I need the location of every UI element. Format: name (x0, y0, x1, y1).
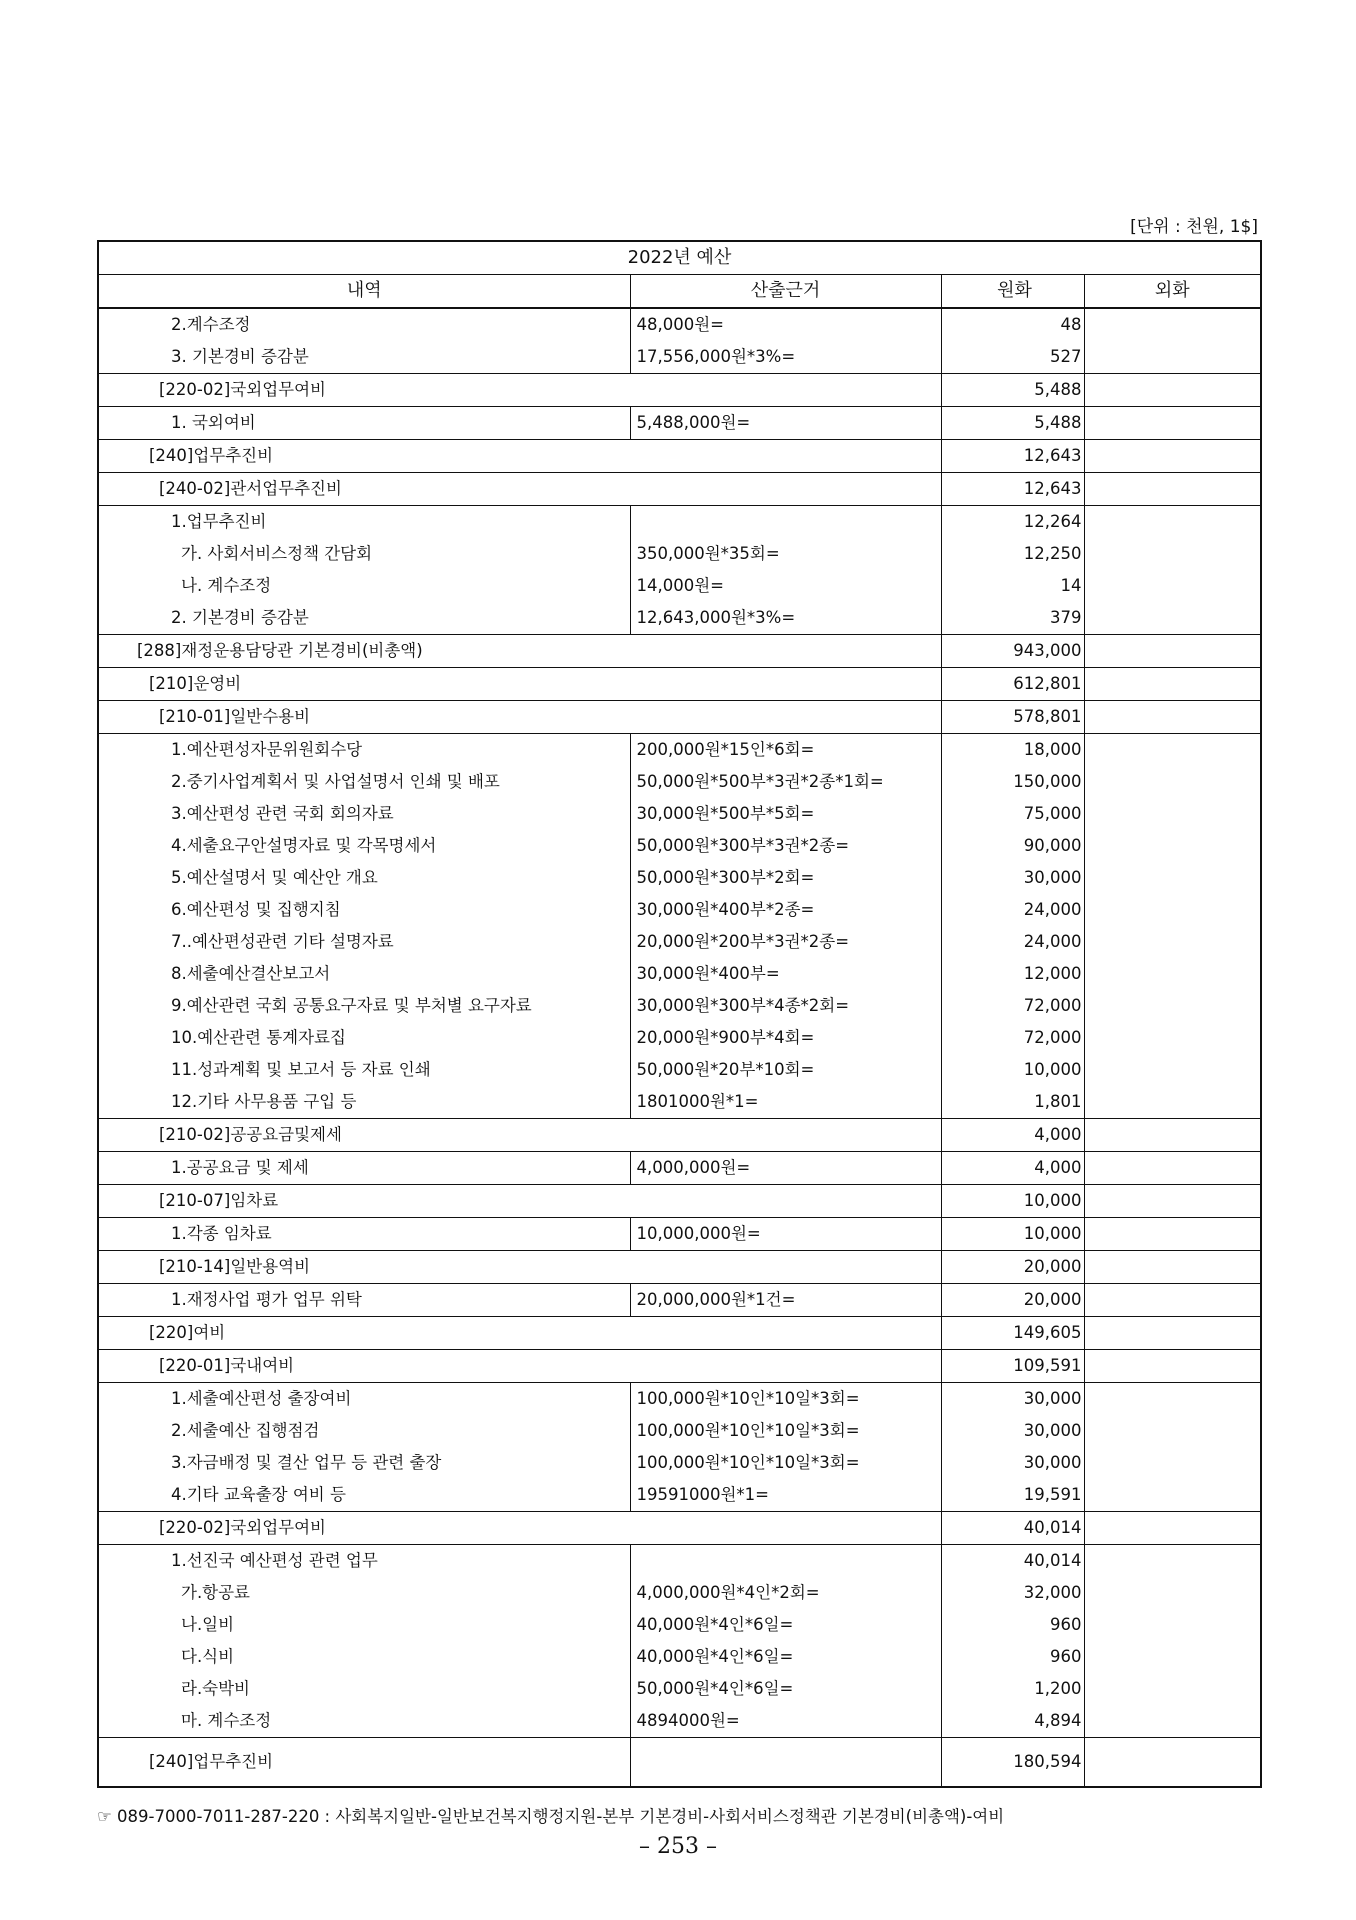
row-krw-amount: 18,000 (941, 734, 1084, 767)
row-description: [288]재정운용담당관 기본경비(비총액) (98, 635, 941, 668)
row-foreign-amount (1084, 1673, 1261, 1705)
table-row (98, 862, 1261, 894)
row-krw-amount: 12,643 (941, 440, 1084, 473)
row-foreign-amount (1084, 1022, 1261, 1054)
row-basis: 1801000원*1= (630, 1086, 941, 1119)
row-foreign-amount (1084, 830, 1261, 862)
row-krw-amount: 12,000 (941, 958, 1084, 990)
row-foreign-amount (1084, 766, 1261, 798)
table-row (98, 1152, 1261, 1185)
page-number: – 253 – (639, 1834, 717, 1859)
table-row (98, 1705, 1261, 1738)
table-row (98, 1383, 1261, 1416)
row-description: 2.계수조정 (98, 308, 630, 341)
row-foreign-amount (1084, 1251, 1261, 1284)
row-foreign-amount (1084, 1054, 1261, 1086)
row-description: 3.자금배정 및 결산 업무 등 관련 출장 (98, 1447, 630, 1479)
row-description: 1.세출예산편성 출장여비 (98, 1383, 630, 1416)
row-krw-amount: 10,000 (941, 1054, 1084, 1086)
row-basis: 20,000원*900부*4회= (630, 1022, 941, 1054)
row-krw-amount: 20,000 (941, 1251, 1084, 1284)
row-description: 3. 기본경비 증감분 (98, 341, 630, 374)
table-row (98, 1609, 1261, 1641)
table-row (98, 1415, 1261, 1447)
row-krw-amount: 30,000 (941, 1447, 1084, 1479)
table-row (98, 602, 1261, 635)
row-foreign-amount (1084, 798, 1261, 830)
row-description: 가. 사회서비스정책 간담회 (98, 538, 630, 570)
row-krw-amount: 32,000 (941, 1577, 1084, 1609)
row-description: 1.업무추진비 (98, 506, 630, 539)
budget-table (97, 240, 1262, 1788)
table-row (98, 374, 1261, 407)
table-row (98, 635, 1261, 668)
table-row (98, 766, 1261, 798)
row-foreign-amount (1084, 958, 1261, 990)
row-krw-amount: 40,014 (941, 1512, 1084, 1545)
row-foreign-amount (1084, 1447, 1261, 1479)
header-description: 내역 (98, 275, 630, 309)
table-row (98, 894, 1261, 926)
row-basis: 20,000,000원*1건= (630, 1284, 941, 1317)
row-krw-amount: 12,643 (941, 473, 1084, 506)
row-foreign-amount (1084, 1641, 1261, 1673)
table-row (98, 926, 1261, 958)
row-krw-amount: 960 (941, 1609, 1084, 1641)
table-row (98, 701, 1261, 734)
row-description: 1.각종 임차료 (98, 1218, 630, 1251)
table-row (98, 506, 1261, 539)
row-foreign-amount (1084, 701, 1261, 734)
table-row (98, 1512, 1261, 1545)
row-foreign-amount (1084, 1415, 1261, 1447)
row-basis: 4,000,000원*4인*2회= (630, 1577, 941, 1609)
table-row (98, 1022, 1261, 1054)
table-row (98, 1641, 1261, 1673)
table-row (98, 668, 1261, 701)
row-basis: 17,556,000원*3%= (630, 341, 941, 374)
row-foreign-amount (1084, 602, 1261, 635)
row-krw-amount: 48 (941, 308, 1084, 341)
row-foreign-amount (1084, 1479, 1261, 1512)
table-row (98, 1251, 1261, 1284)
row-foreign-amount (1084, 1185, 1261, 1218)
row-foreign-amount (1084, 894, 1261, 926)
row-krw-amount: 4,000 (941, 1119, 1084, 1152)
row-krw-amount: 109,591 (941, 1350, 1084, 1383)
row-foreign-amount (1084, 1317, 1261, 1350)
table-row (98, 1447, 1261, 1479)
row-krw-amount: 180,594 (941, 1738, 1084, 1788)
row-basis: 19591000원*1= (630, 1479, 941, 1512)
row-description: 6.예산편성 및 집행지침 (98, 894, 630, 926)
row-basis: 10,000,000원= (630, 1218, 941, 1251)
row-basis: 50,000원*300부*2회= (630, 862, 941, 894)
table-row (98, 1673, 1261, 1705)
row-basis: 50,000원*500부*3권*2종*1회= (630, 766, 941, 798)
row-description: [240]업무추진비 (98, 1738, 630, 1788)
row-foreign-amount (1084, 1284, 1261, 1317)
row-description: 마. 계수조정 (98, 1705, 630, 1738)
row-foreign-amount (1084, 1086, 1261, 1119)
row-description: 나. 계수조정 (98, 570, 630, 602)
row-description: 5.예산설명서 및 예산안 개요 (98, 862, 630, 894)
row-krw-amount: 72,000 (941, 1022, 1084, 1054)
row-foreign-amount (1084, 374, 1261, 407)
row-basis: 30,000원*400부*2종= (630, 894, 941, 926)
row-krw-amount: 72,000 (941, 990, 1084, 1022)
row-description: [210-01]일반수용비 (98, 701, 941, 734)
table-row (98, 830, 1261, 862)
row-krw-amount: 149,605 (941, 1317, 1084, 1350)
row-description: [210-07]임차료 (98, 1185, 941, 1218)
row-krw-amount: 10,000 (941, 1218, 1084, 1251)
row-foreign-amount (1084, 1705, 1261, 1738)
table-row (98, 958, 1261, 990)
row-foreign-amount (1084, 990, 1261, 1022)
footnote: ☞ 089-7000-7011-287-220 : 사회복지일반-일반보건복지행정지원-본부 기본경비-사회서비스정책관 기본경비(비총액)-여비 (97, 1807, 1005, 1826)
table-row (98, 1479, 1261, 1512)
header-basis: 산출근거 (630, 275, 941, 309)
row-krw-amount: 960 (941, 1641, 1084, 1673)
row-description: 7..예산편성관련 기타 설명자료 (98, 926, 630, 958)
row-foreign-amount (1084, 538, 1261, 570)
row-description: [240-02]관서업무추진비 (98, 473, 941, 506)
row-basis: 350,000원*35회= (630, 538, 941, 570)
row-krw-amount: 30,000 (941, 1415, 1084, 1447)
row-foreign-amount (1084, 341, 1261, 374)
row-description: 1.공공요금 및 제세 (98, 1152, 630, 1185)
row-foreign-amount (1084, 1152, 1261, 1185)
row-description: 다.식비 (98, 1641, 630, 1673)
row-description: 4.기타 교육출장 여비 등 (98, 1479, 630, 1512)
row-krw-amount: 20,000 (941, 1284, 1084, 1317)
table-row (98, 570, 1261, 602)
row-foreign-amount (1084, 1545, 1261, 1578)
table-row (98, 1119, 1261, 1152)
table-row (98, 1545, 1261, 1578)
row-description: 11.성과계획 및 보고서 등 자료 인쇄 (98, 1054, 630, 1086)
row-description: 12.기타 사무용품 구입 등 (98, 1086, 630, 1119)
row-basis: 100,000원*10인*10일*3회= (630, 1447, 941, 1479)
row-foreign-amount (1084, 407, 1261, 440)
row-foreign-amount (1084, 1218, 1261, 1251)
table-row (98, 1054, 1261, 1086)
row-basis: 30,000원*400부= (630, 958, 941, 990)
row-description: [220]여비 (98, 1317, 941, 1350)
row-krw-amount: 379 (941, 602, 1084, 635)
row-krw-amount: 4,894 (941, 1705, 1084, 1738)
row-krw-amount: 30,000 (941, 1383, 1084, 1416)
row-basis: 100,000원*10인*10일*3회= (630, 1415, 941, 1447)
row-krw-amount: 1,200 (941, 1673, 1084, 1705)
row-basis: 48,000원= (630, 308, 941, 341)
row-krw-amount: 24,000 (941, 926, 1084, 958)
row-basis: 40,000원*4인*6일= (630, 1609, 941, 1641)
row-foreign-amount (1084, 1119, 1261, 1152)
row-foreign-amount (1084, 1350, 1261, 1383)
row-basis (630, 1545, 941, 1578)
table-row (98, 1317, 1261, 1350)
table-row (98, 440, 1261, 473)
row-description: 2.세출예산 집행점검 (98, 1415, 630, 1447)
row-description: 4.세출요구안설명자료 및 각목명세서 (98, 830, 630, 862)
row-foreign-amount (1084, 506, 1261, 539)
table-row (98, 1350, 1261, 1383)
row-foreign-amount (1084, 668, 1261, 701)
row-krw-amount: 24,000 (941, 894, 1084, 926)
row-basis: 20,000원*200부*3권*2종= (630, 926, 941, 958)
row-description: [210]운영비 (98, 668, 941, 701)
row-krw-amount: 12,250 (941, 538, 1084, 570)
row-description: 3.예산편성 관련 국회 회의자료 (98, 798, 630, 830)
row-description: 1.예산편성자문위원회수당 (98, 734, 630, 767)
unit-label: [단위 : 천원, 1$] (1130, 217, 1258, 237)
row-description: 라.숙박비 (98, 1673, 630, 1705)
row-basis: 200,000원*15인*6회= (630, 734, 941, 767)
row-foreign-amount (1084, 1383, 1261, 1416)
table-row (98, 1086, 1261, 1119)
table-title: 2022년 예산 (98, 241, 1261, 275)
row-krw-amount: 578,801 (941, 701, 1084, 734)
row-basis: 40,000원*4인*6일= (630, 1641, 941, 1673)
table-row (98, 341, 1261, 374)
table-row (98, 308, 1261, 341)
row-basis: 14,000원= (630, 570, 941, 602)
row-foreign-amount (1084, 734, 1261, 767)
row-basis (630, 506, 941, 539)
row-krw-amount: 90,000 (941, 830, 1084, 862)
row-krw-amount: 19,591 (941, 1479, 1084, 1512)
row-description: [240]업무추진비 (98, 440, 941, 473)
row-description: 1. 국외여비 (98, 407, 630, 440)
row-foreign-amount (1084, 1609, 1261, 1641)
row-foreign-amount (1084, 1738, 1261, 1788)
row-foreign-amount (1084, 570, 1261, 602)
row-basis (630, 1738, 941, 1788)
row-krw-amount: 5,488 (941, 407, 1084, 440)
table-row (98, 1218, 1261, 1251)
row-krw-amount: 612,801 (941, 668, 1084, 701)
row-basis: 30,000원*300부*4종*2회= (630, 990, 941, 1022)
row-basis: 100,000원*10인*10일*3회= (630, 1383, 941, 1416)
row-foreign-amount (1084, 926, 1261, 958)
row-krw-amount: 943,000 (941, 635, 1084, 668)
table-row (98, 734, 1261, 767)
table-row (98, 538, 1261, 570)
table-body (98, 308, 1261, 1787)
row-description: 가.항공료 (98, 1577, 630, 1609)
row-foreign-amount (1084, 635, 1261, 668)
row-description: 8.세출예산결산보고서 (98, 958, 630, 990)
row-basis: 50,000원*300부*3권*2종= (630, 830, 941, 862)
row-foreign-amount (1084, 862, 1261, 894)
table-row (98, 1284, 1261, 1317)
table-row (98, 473, 1261, 506)
row-description: 1.재정사업 평가 업무 위탁 (98, 1284, 630, 1317)
row-basis: 50,000원*4인*6일= (630, 1673, 941, 1705)
row-foreign-amount (1084, 1512, 1261, 1545)
row-description: [220-01]국내여비 (98, 1350, 941, 1383)
row-krw-amount: 12,264 (941, 506, 1084, 539)
table-row (98, 407, 1261, 440)
header-foreign: 외화 (1084, 275, 1261, 309)
row-description: 10.예산관련 통계자료집 (98, 1022, 630, 1054)
row-basis: 30,000원*500부*5회= (630, 798, 941, 830)
row-basis: 50,000원*20부*10회= (630, 1054, 941, 1086)
row-description: 나.일비 (98, 1609, 630, 1641)
row-krw-amount: 40,014 (941, 1545, 1084, 1578)
row-krw-amount: 1,801 (941, 1086, 1084, 1119)
row-description: [220-02]국외업무여비 (98, 374, 941, 407)
table-row (98, 1185, 1261, 1218)
row-krw-amount: 4,000 (941, 1152, 1084, 1185)
row-foreign-amount (1084, 473, 1261, 506)
row-description: 2.중기사업계획서 및 사업설명서 인쇄 및 배포 (98, 766, 630, 798)
row-description: [220-02]국외업무여비 (98, 1512, 941, 1545)
row-krw-amount: 75,000 (941, 798, 1084, 830)
row-description: [210-02]공공요금및제세 (98, 1119, 941, 1152)
table-row (98, 1738, 1261, 1788)
row-krw-amount: 527 (941, 341, 1084, 374)
table-row (98, 990, 1261, 1022)
row-basis: 4,000,000원= (630, 1152, 941, 1185)
table-row (98, 798, 1261, 830)
row-basis: 12,643,000원*3%= (630, 602, 941, 635)
row-krw-amount: 30,000 (941, 862, 1084, 894)
row-foreign-amount (1084, 440, 1261, 473)
row-description: 9.예산관련 국회 공통요구자료 및 부처별 요구자료 (98, 990, 630, 1022)
row-basis: 4894000원= (630, 1705, 941, 1738)
table-row (98, 1577, 1261, 1609)
row-krw-amount: 10,000 (941, 1185, 1084, 1218)
row-foreign-amount (1084, 1577, 1261, 1609)
row-krw-amount: 14 (941, 570, 1084, 602)
row-krw-amount: 5,488 (941, 374, 1084, 407)
row-description: [210-14]일반용역비 (98, 1251, 941, 1284)
row-krw-amount: 150,000 (941, 766, 1084, 798)
header-krw: 원화 (941, 275, 1084, 309)
row-description: 1.선진국 예산편성 관련 업무 (98, 1545, 630, 1578)
row-basis: 5,488,000원= (630, 407, 941, 440)
row-description: 2. 기본경비 증감분 (98, 602, 630, 635)
row-foreign-amount (1084, 308, 1261, 341)
